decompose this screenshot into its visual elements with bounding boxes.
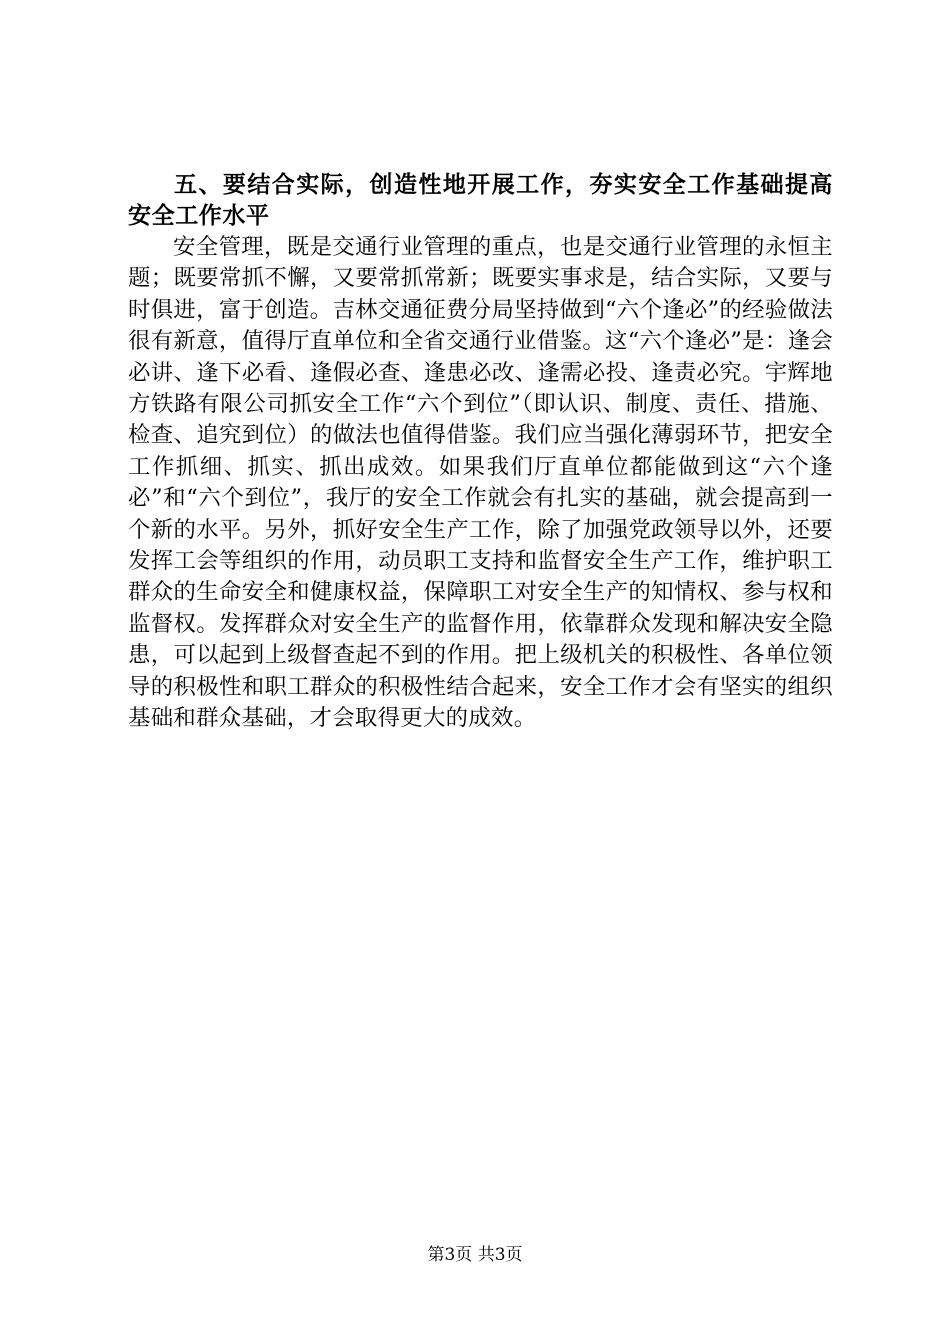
page-number-footer: 第3页 共3页 <box>427 1245 523 1265</box>
document-content <box>128 170 833 735</box>
section-heading: 五、要结合实际，创造性地开展工作，夯实安全工作基础提高安全工作水平 <box>128 172 833 229</box>
section-body-paragraph: 安全管理，既是交通行业管理的重点，也是交通行业管理的永恒主题；既要常抓不懈，又要常抓常新；既要实事求是，结合实际，又要与时俱进，富于创造。吉林交通征费分局坚持做到“六个逢必”的经验做法很有新意，值得厅直单位和全省交通行业借鉴。这“六个逢必”是：逢会必讲、逢下必看、逢假必查、逢患必改、逢需必投、逢责必究。宇辉地方铁路有限公司抓安全工作“六个到位”（即认识、制度、责任、措施、检查、追究到位）的做法也值得借鉴。我们应当强化薄弱环节，把安全工作抓细、抓实、抓出成效。如果我们厅直单位都能做到这“六个逢必”和“六个到位”，我厅的安全工作就会有扎实的基础，就会提高到一个新的水平。另外，抓好安全生产工作，除了加强党政领导以外，还要发挥工会等组织的作用，动员职工支持和监督安全生产工作，维护职工群众的生命安全和健康权益，保障职工对安全生产的知情权、参与权和监督权。发挥群众对安全生产的监督作用，依靠群众发现和解决安全隐患，可以起到上级督查起不到的作用。把上级机关的积极性、各单位领导的积极性和职工群众的积极性结合起来，安全工作才会有坚实的组织基础和群众基础，才会取得更大的成效。 <box>128 234 833 732</box>
